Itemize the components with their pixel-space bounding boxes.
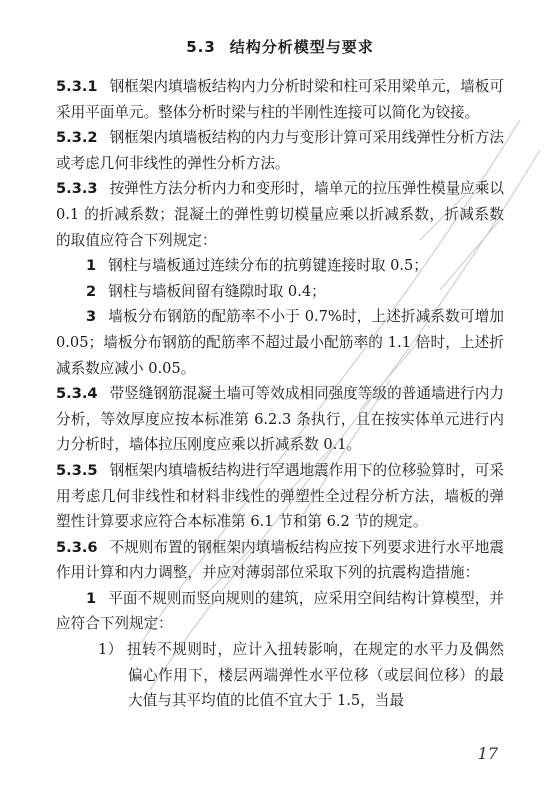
clause-5-3-4: [56, 381, 504, 458]
subitem-text: 扭转不规则时，应计入扭转影响，在规定的水平力及偶然偏心作用下，楼层两端弹性水平位移（或层间位移）的最大值与其平均值的比值不宜大于 1.5，当最: [126, 641, 504, 710]
clause-5-3-6: [56, 535, 504, 586]
clause-number: 5.3.1: [56, 78, 98, 95]
clause-text: 钢框架内填墙板结构进行罕遇地震作用下的位移验算时，可采用考虑几何非线性和材料非线性的弹塑性全过程分析方法，墙板的弹塑性计算要求应符合本标准第 6.1 节和第 6.2 节的规定。: [56, 461, 504, 531]
document-body: [56, 74, 504, 714]
item-number: 3: [86, 308, 97, 326]
clause-text: 按弹性方法分析内力和变形时，墙单元的拉压弹性模量应乘以 0.1 的折减系数；混凝土的弹性剪切模量应乘以折减系数，折减系数的取值应符合下列规定：: [56, 180, 504, 249]
clause-number: 5.3.4: [56, 385, 98, 403]
clause-5-3-1: [56, 74, 504, 125]
subitem-number: 1）: [98, 641, 123, 659]
clause-text: 不规则布置的钢框架内填墙板结构应按下列要求进行水平地震作用计算和内力调整，并应对薄弱部位采取下列的抗震构造措施：: [56, 538, 504, 582]
item-text: 墙板分布钢筋的配筋率不小于 0.7%时，上述折减系数可增加 0.05；墙板分布钢筋的配筋率不超过最小配筋率的 1.1 倍时，上述折减系数应减小 0.05。: [56, 308, 504, 377]
clause-5-3-3-item-3: [56, 304, 504, 381]
clause-number: 5.3.6: [56, 538, 98, 556]
clause-number: 5.3.5: [56, 461, 98, 479]
clause-text: 带竖缝钢筋混凝土墙可等效成相同强度等级的普通墙进行内力分析，等效厚度应按本标准第 6.2.3 条执行，且在按实体单元进行内力分析时，墙体拉压刚度应乘以折减系数 0.1。: [56, 385, 504, 454]
section-title: [0, 36, 560, 57]
item-text: 钢柱与墙板间留有缝隙时取 0.4；: [108, 282, 326, 300]
section-title-text: 结构分析模型与要求: [229, 38, 374, 56]
clause-5-3-5: [56, 458, 504, 535]
section-number: 5.3: [186, 38, 216, 56]
page-number: 17: [477, 744, 498, 763]
clause-5-3-2: [56, 125, 504, 176]
clause-text: 钢框架内填墙板结构内力分析时梁和柱可采用梁单元，墙板可采用平面单元。整体分析时梁与柱的半刚性连接可以简化为铰接。: [56, 78, 504, 121]
clause-text: 钢框架内填墙板结构的内力与变形计算可采用线弹性分析方法或考虑几何非线性的弹性分析方法。: [56, 129, 504, 172]
item-number: 2: [86, 282, 97, 300]
clause-5-3-3: [56, 176, 504, 253]
clause-5-3-6-item-1: [56, 586, 504, 637]
item-number: 1: [86, 257, 97, 275]
clause-5-3-3-item-1: [56, 253, 504, 279]
clause-number: 5.3.2: [56, 129, 98, 147]
clause-number: 5.3.3: [56, 180, 98, 198]
clause-5-3-3-item-2: [56, 279, 504, 305]
item-number: 1: [86, 589, 97, 607]
clause-5-3-6-subitem-1: [56, 637, 504, 714]
item-text: 钢柱与墙板通过连续分布的抗剪键连接时取 0.5；: [108, 257, 428, 275]
item-text: 平面不规则而竖向规则的建筑，应采用空间结构计算模型，并应符合下列规定：: [56, 589, 504, 633]
